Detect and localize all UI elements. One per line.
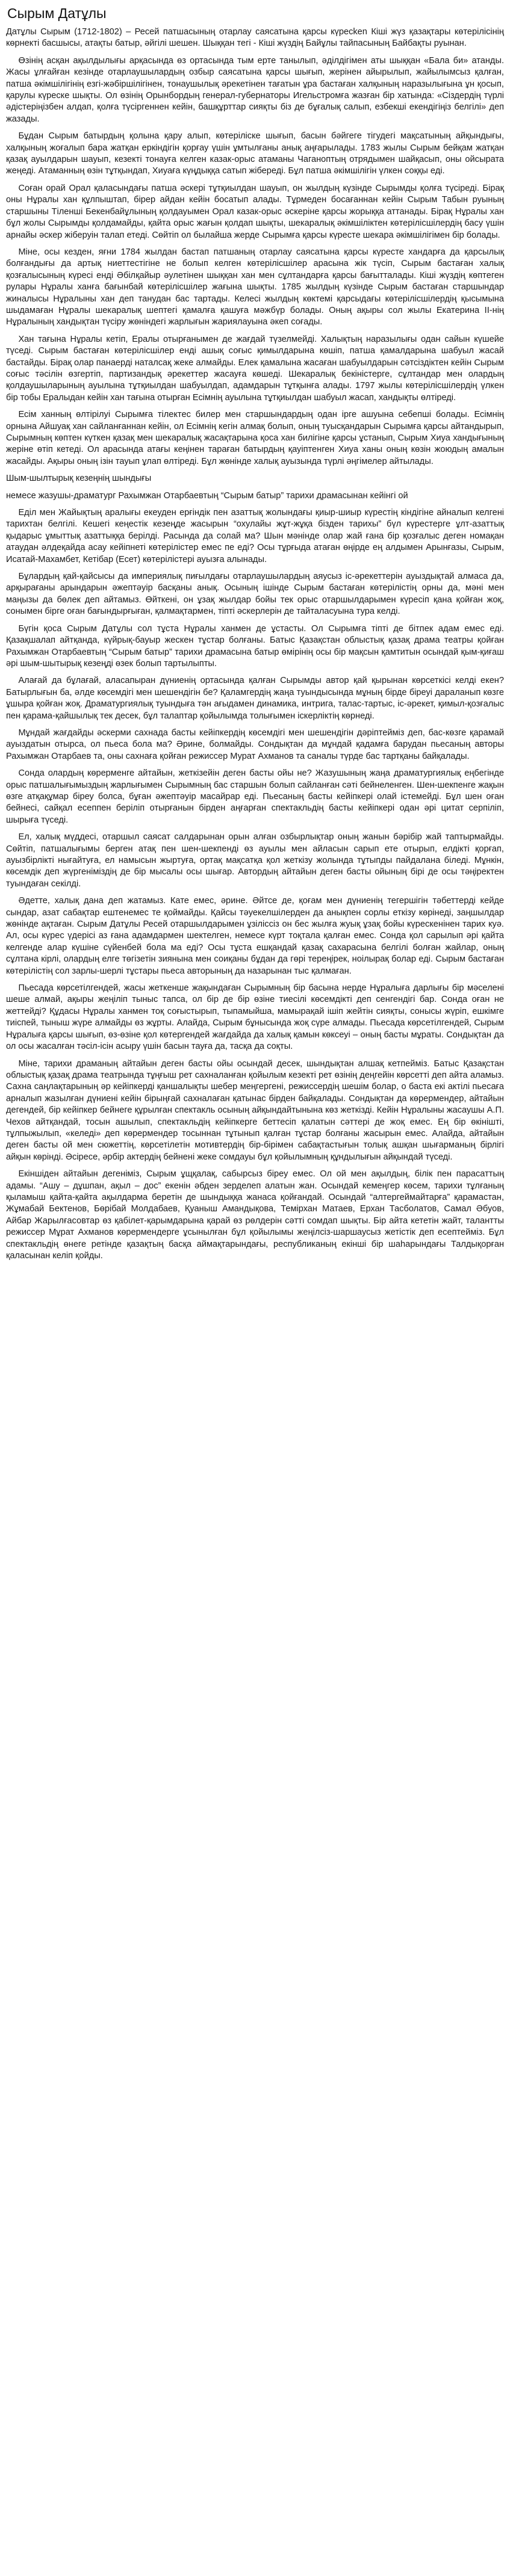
- paragraph: Міне, осы кезден, яғни 1784 жылдан бастап патшаның отарлау саясатына қарсы күресте хандарға да қарсылық болғандығы да артық ниеттестігіне не болып келген көтерілісшілер арасына жік түсіп, Сырым бастаған халық қозғалысының күресі енді Әбілқайыр әулетінен шыққан хан мен сұлтандарға қарсы бағытталады. Кіші жүздің көптеген рулары Нұралы ханға бағынбай көтерілісшілер жағына шықты. 1785 жылдың күзінде Сырым бастаған старшындар жиналысы Нұралыны хан деп танудан бас тартады. Келесі жылдың көктемі қарсыдағы көтерілісшілердің қысымына шыдамаған Нұралы шекаралық шептегі қамалға қашуға мәжбүр болады. Оның ақыры сол жылы Екатерина ІІ-нің Нұралының хандықтан түсіру жөніндегі жарлығын жариялауына әкеп соғады.: [6, 247, 504, 327]
- paragraph: Ел, халық мүддесі, отаршыл саясат салдарынан орын алған озбырлықтар оның жанын бәрібір жай таптырмайды. Сөйтіп, патшалығымы берген атақ пен шен-шекпенді өз ауылы мен айласын сарып ете отырып, елдікті қорғап, ауызбірлікті нығайтуға, ел намысын жыртуға, ортақ мақсатқа қол жеткізу жолында тұтыпды пайдалана біледі. Мұнкін, көсемдік деп жүргеніміздің де бір мысалы осы шығар. Автордың айтайын деген басты ойының бірі де осы тәңіректен туындаған секілді.: [6, 832, 504, 889]
- paragraph: Мұндай жағдайды әскерми сахнада басты кейіпкердің көсемдігі мен шешендігін дәріптейміз деп, бас-көзге қарамай ауыздатын отырса, ол пьеса бола ма? Әрине, болмайды. Сондықтан да мұндай қадамға барудан пьесаның авторы Рахымжан Отарбаев та, оны сахнаға қойған режиссер Мурат Ахманов та саналы түрде бас тартқаны байқалады.: [6, 727, 504, 761]
- paragraph: Екіншіден айтайын дегеніміз, Сырым ұщқалақ, сабырсыз біреу емес. Ол ой мен ақылдың, білік пен парасаттың адамы. “Ашу – дұшпан, ақыл – дос” екенін әбден зерделеп алатын жан. Осындай кемеңгер көсем, тарихи тұлғаның қыламыш қайта-қайта ақылдарма беретін де шындыққа жанаса қойғандай. Осындай “алтергеймайтарға” қарамастан, Жұмабай Бектенов, Бөрібай Молдабаев, Қуаныш Амандықова, Темірхан Матаев, Ерхан Тасболатов, Самал Әбуов, Айбар Жарылғасовтар өз қабілет-қарымдарына қарай өз рөлдерін сәтті сомдап шықты. Бір айта кететін жайт, талантты режиссер Мұрат Ахманов көрермендерге ұсынылған бұл қойылымы жеңілсіз-шаршаусыз жетістік деп есептейміз. Бұл спектакльдің өнеге ретінде қазақтың басқа аймақтарындағы, республиканың екінші бір шаһарындағы Талдықорған қаласынан келіп қойды.: [6, 1169, 504, 1261]
- page-title: Сырым Датұлы: [7, 5, 107, 21]
- paragraph: Есім ханның өлтірілуі Сырымға тілектес билер мен старшындардың одан ірге ашуына себепші болады. Есімнің орнына Айшуақ хан сайланғаннан кейін, ол Есімнің кегін алмақ болып, оның туысқандарын Сырымға қарсы айтандырып, Сырымның көптен күткен қазақ мен шекаралық жасақтарына қоса хан билігіне қарсы ұстанып, Сырым Хиуа хандығының жеріне өтіп кетеді. Ол арасында атағы кеңінен тараған батырдың қауіптенген Хиуа ханы оның көзін жоюдың амалын жасайды. Ақыры оның ізін тауып ұлап өлтіреді. Бұл жөнінде халық ауызында түрлі әңгімелер айтылады.: [6, 410, 504, 466]
- paragraph: Еділ мен Жайықтың аралығы екеуден ерғіндік пен азаттық жолындағы қиыр-шиыр күрестің кіндігіне айналып келгені тарихтан белгілі. Кешегі кеңестік кезеңде жасырын “охулайы жұт-жұқа бізден тарихы” бүл күрестерге ұлт-азаттық қыдарыс ұмыттық азаттыққа берілді. Расында да солай ма? Шын мәнінде олар жай ғана бір қозғалыс деген номақан атаудан әлдеқайда асау кейіпнеті көтерілістер емес пе еді? Осы тұрғыда атаған өңірде ең алдымен Арынғазы, Сырым, Исатай-Махамбет, Кетібар (Есет) көтерілістері ауызға алынады.: [6, 508, 504, 564]
- paragraph: Өзінің асқан ақылдылығы арқасында өз ортасында тым ерте танылып, әділдігімен аты шыққан «Бала би» атанды. Жасы ұлғайған кезінде отарлаушылардың озбыр саясатына қарсы шығып, жерінен айырылып, жайылымсыз қалған, патша әкімшілігінің езгі-жәбіршілігінен, тонаушылық әрекетінен тағатын ұра бастаған халқының наразылығына ұн қосып, қарулы күреске шықты. Ол өзінің Орынбордың генерал-губернаторы Игельстромға жазған бір хатында: «Сіздердің түрлі әдістеріңізбен алдап, қолға түсіргеннен кейін, башқұрттар сияқты біз де бұғалық салып, езбекші екендігіңіз белгілі» деп жазады.: [6, 55, 504, 124]
- paragraph: Бүгін қоса Сырым Датұлы сол тұста Нұралы ханмен де ұстасты. Ол Сырымға тіпті де бітпек адам емес еді. Қазақшалап айтқанда, күйрық-бауыр жескен тұстар болғаны. Батыс Қазақстан облыстық қазақ драма театры қойған Рахымжан Отарбаевтың “Сырым батыр” тарихи драмасына батыр өмірінің осы бір мақсын қамтитын осындай қым-қиғаш әрі шым-шытырық кезеңді өзек болып тартылыпты.: [6, 623, 504, 669]
- paragraph: Бұлардың қай-қайсысы да империялық пиғылдағы отарлаушылардың аяусыз іс-әрекеттерін ауыздықтай алмаса да, арқырағаны арындарын әжептәуір басқаны анық. Осының ішінде Сырым бастаған көтерілістің орны да, мәні мен маңызы да бөлек деп айтамыз. Өйткені, он ұзақ жылдар бойы тек орыс отаршылдарымен күресіп қана қойған жоқ, сонымен бірге оған бағындырғыған, қалмақтармен, тіпті әскерлерін де тайталасуына тура келді.: [6, 572, 504, 617]
- paragraph: Пьесада көрсетілгендей, жасы жеткенше жақындаған Сырымның бір басына нерде Нұралыға дарлығы бір мәселені шеше алмай, ақыры жеңіліп тыныс тапса, ол бір де бір өзіне тиесілі көсемдікті деп сенгендігі бар. Сонда оған не жеттейді? Құдасы Нұралы ханмен тоқ соғыстырып, тыпамыйша, мамырақай ішіп жейтін сияқты, сонысы жүріп, ешкімге тиіспей, тыныш жүре алмайды өз жұрты. Алайда, Сырым бұнысында жоқ сүре алмады. Пьесада көрсетілгендей, Сырым Нұралыға қарсы шығып, өз-өзіне қол көтергендей жағдайда да халық қамын көксеуі – оның басты мұраты. Сондықтан да ол осы жасалған тәсіл-ісін асыру үшін басын тауға да, тасқа да соқты.: [6, 983, 504, 1052]
- section-heading: Шым-шылтырық кезеңнің шындығы: [6, 474, 152, 484]
- paragraph: Бұдан Сырым батырдың қолына қару алып, көтеріліске шығып, басын бәйгеге тігудегі мақсатының айқындығы, халқының жоғалып бара жатқан еркіндігін қорғау үшін ұмтылғаны анық аңғарылады. 1783 жылы Сырым бейқам жатқан қазақ ауылдарын шауып, кезекті тонауға келген казак-орыс атаманы Чаганоптың отрядымен шайқасып, оны ойсырата жеңеді. Атаманның өзін тұтқындап, Хиуаға күңдыққа сатып жібереді. Бұл патша әкімшілігін үлкен соққы еді.: [6, 131, 504, 176]
- article-page: [0, 0, 510, 1262]
- paragraph: Алағай да бұлағай, аласапыран дүниенің ортасында қалған Сырымды автор қай қырынан көрсеткісі келді екен? Батырлығын ба, әлде көсемдігі мен шешендігін бе? Қаламгердің жаңа туындысында мұның бірде біреуі дараланып көзге ұшыра қойған жоқ. Драматургиялық туындыға тән ағыдамен динамика, интрига, талас-тартыс, іс-әрекет, қимыл-қозғалыс пен қарама-қайшылық тек десек, бұл талаптар қойылымда толығымен іскерліктің көрнеді.: [6, 676, 504, 721]
- section-subheading: немесе жазушы-драматург Рахымжан Отарбаевтың “Сырым батыр” тарихи драмасынан кейінгі ой: [6, 490, 408, 501]
- paragraph: Міне, тарихи драманың айтайын деген басты ойы осындай десек, шындықтан алшақ кетпейміз. Батыс Қазақстан облыстық қазақ драма театрында тұңғыш рет сахналанған қойылым кезекті рет өзінің деңгейін көрсетті деп айта аламыз. Сахна саңлақтарының әр кейіпкерді қаншалықты шебер меңгергені, режиссердің шешім болар, о баста екі актілі пьесаға арналып жазылған дүниені кейін бірыңғай сахналаған қатынас бірден байқалады. Сондықтан да көрермендер, айтайын дегендей, бір кейіпкер бейнеге құрылған спектакль осының айқындайтынына көз жеткізді. Кейін Нұралыны жасаушы А.П. Чехов айтқандай, тосын ашылып, спектакльдің кейіпкерге беттесіп қалатын сәттері де жоқ емес. Ең бір өкінішті, тұлпыжылып, «келеді» деп көрермендер тосыннан тұтынып қалған тұстар болғаны жасырын емес. Алайда, айтайын деген басты ой мен сюжеттің, көрсетілетін мотивтердің бір-бірімен сабақтастығын толық ашқан шығарманың бірлігі айқын көрінді. Әсіресе, әрбір актердің бейнені жеке сомдауы бұл қойылымның құндылығын айқындай түседі.: [6, 1058, 504, 1162]
- paragraph: Сонда олардың көрерменге айтайын, жеткізейін деген басты ойы не? Жазушының жаңа драматургиялық еңбегінде орыс патшалығымыздың жарлығымен Сырымның бас старшын болып сайланған сәті бейнеленген. Шен-шекпенге жақын өзге атқақұмар біреу болса, бұған әжептәуір масайрар еді. Пьесаның басты кейіпкері олай істемейді. Бұл шен оған бейнесі, сайқал есеппен беріліп отырғанын бірден аңғарған спектакльдің басты кейіпкері одан әрі цитат серпіліп, шырыға түседі.: [6, 768, 504, 825]
- paragraph: Хан тағына Нұралы кетіп, Ералы отырғанымен де жағдай түзелмейді. Халықтың наразылығы одан сайын күшейе түседі. Сырым бастаған көтерілісшілер енді ашық соғыс қимылдарына көшіп, патша қамалдарына шабуыл жасай бастайды. Бірақ олар панаерді наталсақ жеке алмайды. Елек қамалына жасаған шабуылдарын сәтсіздіктен кейін Сырым соғыс тәсілін өзгертіп, партизандық әрекеттер жасауға көшеді. Шекаралық бекіністерге, сұлтандар мен олардың қолдаушыларының ауылына тұтқиылдан шабуылдап, адамдарын тұтқынға алады. 1797 жылы көтерілісшілердің үлкен бір тобы Ералыдан кейін хан тағына отырған Есімнің ауылына тұтқиылдан шабуыл жасап, хандықты өлтіреді.: [6, 334, 504, 403]
- paragraph: Әдетте, халық дана деп жатамыз. Кате емес, әрине. Әйтсе де, қоғам мен дүниенің тегершігін тәбеттерді кейде сындар, азат сабақтар ештенемес те қоймайды. Қайсы тәуекелшілерден да анықпен сорлы еткізу көрінеді, заңшылдар жөнінде ақтаған. Сырым Датұлы Ресей отаршылдарымен ұзіліссіз он бес жылға жуық ұзақ бойы күрескенінен тарих куә. Ал, осы күрес үдерісі аз ғана адамдармен шектелген, немесе күрт тоқтала қалған емес. Сонда қол сарылып әрі қайта келгенде алар күшіне сүйенбей бола ма еді? Осы тұста ешқандай қазақ сахарасына белгілі болған жайлар, оның сұлтана кірлі, олардың елге төгізетін зиянына мен соиқаны бұдан да гөрі тереңірек, ноілырақ болар еді. Сырым бастаған көтерілістің сол зарлы-шерлі тұстары пьеса авторының да назарынан тыс қалмаған.: [6, 896, 504, 976]
- paragraph-intro: Датұлы Сырым (1712-1802) – Ресей патшасының отарлау саясатына қарсы күресken Кіші жүз қазақтары көтерілісінің көрнекті басшысы, атақты батыр, әйгілі шешен. Шыққан тегі - Кіші жүздің Байұлы тайпасының Байбақты руынан.: [6, 27, 504, 49]
- article-body: [6, 26, 504, 1262]
- paragraph: Соған орай Орал қаласындағы патша әскері тұтқиылдан шауып, он жылдың күзінде Сырымды қолға түсіреді. Бірақ оны Нұралы хан құлпыштап, бірер айдан кейін босатып алады. Тұрмеден босағаннан кейін Сырым Табын руының старшыны Тіленші Бекенбайұлының қолдауымен Орал казак-орыс әскеріне қарсы жорыққа аттанады. Бірақ Нұралы хан бұл жолы Сырымды қолдамайды, қайта орыс жағын қолдап шықты, шекаралық әкімшіліктен көтерілісшілердің басу үшін арнайы әскер жіберуін талап етеді. Сөйтіп ол былайша жерде Сырымға қарсы күресте шекара әкімшілігімен бір болады.: [6, 183, 504, 240]
